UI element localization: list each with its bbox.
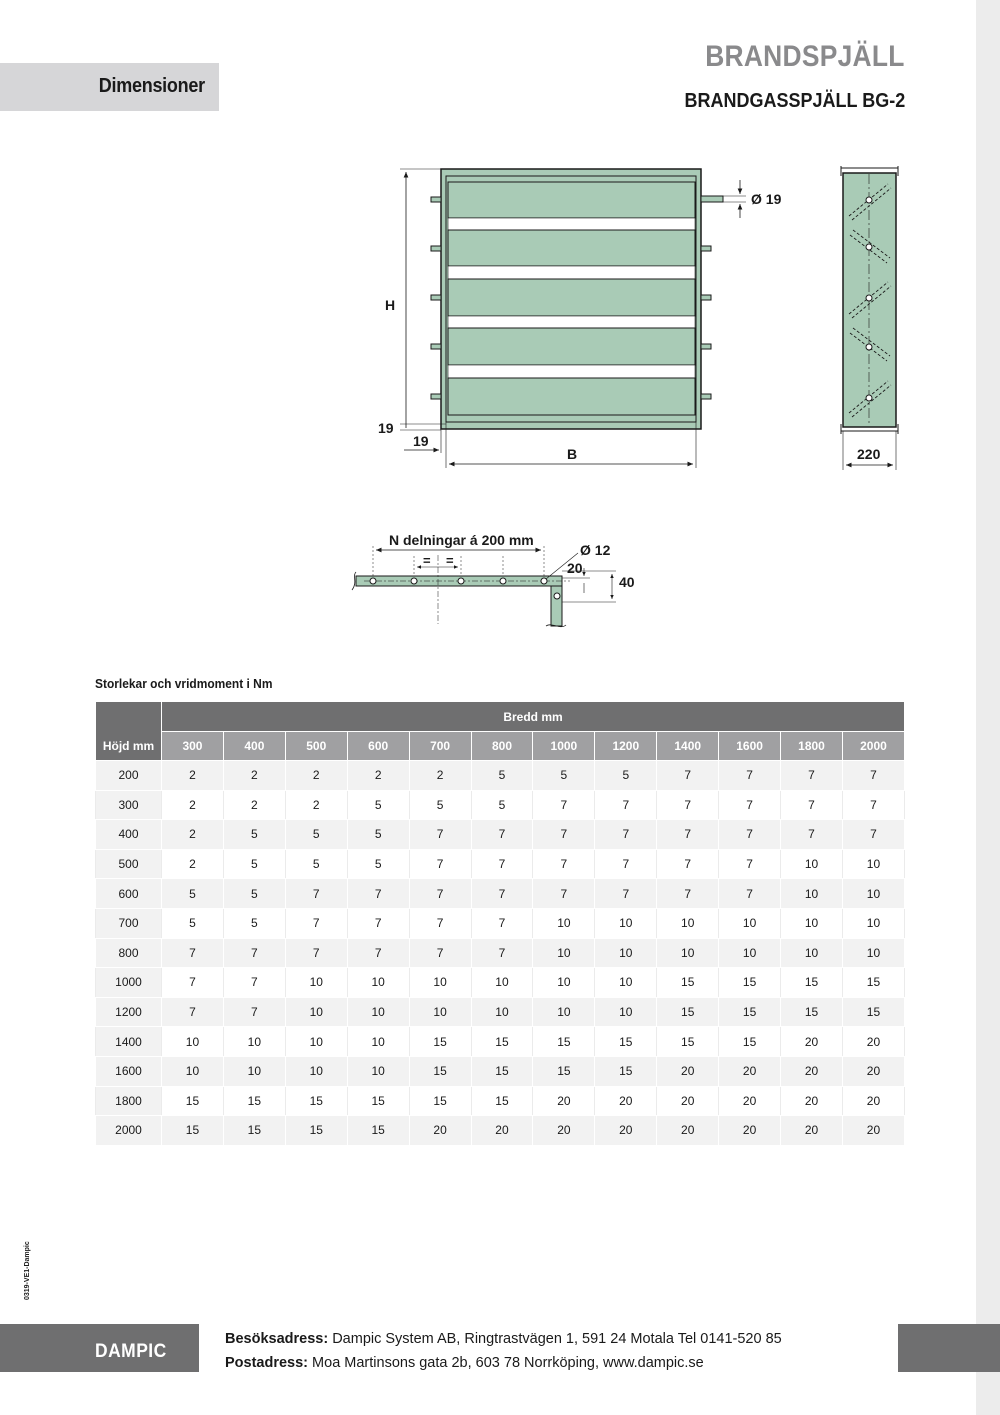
table-row bbox=[96, 1116, 905, 1146]
torque-cell: 10 bbox=[781, 938, 843, 968]
row-height-cell: 1000 bbox=[96, 968, 162, 998]
torque-cell: 10 bbox=[162, 1027, 224, 1057]
torque-cell: 7 bbox=[719, 761, 781, 791]
width-column-header: 800 bbox=[471, 732, 533, 761]
damper-blade bbox=[448, 378, 695, 415]
torque-cell: 5 bbox=[223, 820, 285, 850]
torque-cell: 10 bbox=[595, 938, 657, 968]
torque-cell: 7 bbox=[223, 968, 285, 998]
row-height-cell: 700 bbox=[96, 908, 162, 938]
torque-cell: 2 bbox=[162, 761, 224, 791]
torque-cell: 2 bbox=[162, 790, 224, 820]
table-body bbox=[96, 761, 905, 1146]
torque-cell: 7 bbox=[533, 879, 595, 909]
blade-pins-right bbox=[701, 196, 723, 399]
torque-cell: 5 bbox=[223, 879, 285, 909]
torque-cell: 5 bbox=[595, 761, 657, 791]
torque-cell: 15 bbox=[533, 1027, 595, 1057]
torque-cell: 20 bbox=[657, 1056, 719, 1086]
torque-cell: 10 bbox=[595, 997, 657, 1027]
torque-cell: 2 bbox=[162, 820, 224, 850]
torque-cell: 7 bbox=[595, 820, 657, 850]
row-height-cell: 600 bbox=[96, 879, 162, 909]
row-height-cell: 1600 bbox=[96, 1056, 162, 1086]
torque-cell: 2 bbox=[162, 849, 224, 879]
width-header-row bbox=[96, 732, 905, 761]
detail-dim-20-label: 20 bbox=[567, 560, 583, 576]
torque-cell: 7 bbox=[657, 790, 719, 820]
torque-cell: 10 bbox=[162, 1056, 224, 1086]
torque-cell: 15 bbox=[595, 1056, 657, 1086]
torque-cell: 20 bbox=[719, 1116, 781, 1146]
table-row bbox=[96, 879, 905, 909]
width-column-header: 700 bbox=[409, 732, 471, 761]
torque-cell: 15 bbox=[657, 1027, 719, 1057]
damper-blade-gap bbox=[448, 316, 695, 328]
postal-address-line bbox=[225, 1351, 782, 1375]
torque-cell: 15 bbox=[409, 1086, 471, 1116]
torque-cell: 10 bbox=[347, 1056, 409, 1086]
row-header-label: Höjd mm bbox=[96, 702, 162, 761]
torque-cell: 7 bbox=[657, 849, 719, 879]
torque-cell: 10 bbox=[347, 997, 409, 1027]
detail-division-label: N delningar á 200 mm bbox=[389, 532, 534, 548]
torque-cell: 7 bbox=[409, 849, 471, 879]
postal-address-text: Moa Martinsons gata 2b, 603 78 Norrköping, www.dampic.se bbox=[312, 1355, 704, 1371]
row-height-cell: 300 bbox=[96, 790, 162, 820]
torque-cell: 7 bbox=[471, 879, 533, 909]
torque-cell: 15 bbox=[223, 1086, 285, 1116]
torque-cell: 2 bbox=[347, 761, 409, 791]
torque-cell: 20 bbox=[409, 1116, 471, 1146]
torque-cell: 10 bbox=[223, 1027, 285, 1057]
table-row bbox=[96, 761, 905, 791]
torque-cell: 10 bbox=[347, 968, 409, 998]
torque-cell: 20 bbox=[842, 1056, 904, 1086]
width-column-header: 2000 bbox=[842, 732, 904, 761]
torque-cell: 15 bbox=[162, 1086, 224, 1116]
dim-depth-label: 220 bbox=[857, 446, 881, 462]
torque-cell: 15 bbox=[471, 1056, 533, 1086]
torque-cell: 2 bbox=[285, 761, 347, 791]
torque-cell: 10 bbox=[781, 849, 843, 879]
torque-cell: 10 bbox=[285, 1027, 347, 1057]
table-row bbox=[96, 908, 905, 938]
torque-cell: 7 bbox=[842, 790, 904, 820]
detail-view bbox=[352, 532, 635, 627]
torque-cell: 10 bbox=[595, 908, 657, 938]
width-column-header: 1000 bbox=[533, 732, 595, 761]
torque-cell: 15 bbox=[719, 997, 781, 1027]
torque-cell: 5 bbox=[533, 761, 595, 791]
torque-cell: 20 bbox=[781, 1086, 843, 1116]
torque-cell: 15 bbox=[657, 968, 719, 998]
torque-cell: 15 bbox=[471, 1086, 533, 1116]
width-column-header: 500 bbox=[285, 732, 347, 761]
torque-cell: 10 bbox=[285, 968, 347, 998]
torque-cell: 2 bbox=[223, 761, 285, 791]
detail-leg bbox=[551, 586, 562, 626]
detail-equal-mark-2: = bbox=[446, 553, 454, 568]
torque-cell: 7 bbox=[595, 849, 657, 879]
torque-cell: 15 bbox=[409, 1056, 471, 1086]
damper-blade-gap bbox=[448, 218, 695, 230]
torque-cell: 10 bbox=[719, 938, 781, 968]
torque-cell: 15 bbox=[719, 1027, 781, 1057]
torque-cell: 7 bbox=[657, 879, 719, 909]
torque-cell: 7 bbox=[285, 908, 347, 938]
torque-cell: 7 bbox=[471, 849, 533, 879]
table-caption: Storlekar och vridmoment i Nm bbox=[95, 676, 273, 691]
torque-cell: 7 bbox=[842, 761, 904, 791]
torque-cell: 7 bbox=[719, 879, 781, 909]
torque-cell: 10 bbox=[657, 938, 719, 968]
torque-cell: 7 bbox=[471, 938, 533, 968]
torque-cell: 20 bbox=[781, 1027, 843, 1057]
torque-cell: 7 bbox=[285, 879, 347, 909]
torque-cell: 2 bbox=[285, 790, 347, 820]
torque-cell: 15 bbox=[719, 968, 781, 998]
torque-cell: 10 bbox=[409, 968, 471, 998]
table-row bbox=[96, 1027, 905, 1057]
blade-pins-left bbox=[431, 197, 441, 399]
torque-cell: 10 bbox=[781, 879, 843, 909]
torque-cell: 5 bbox=[162, 908, 224, 938]
torque-cell: 10 bbox=[533, 938, 595, 968]
torque-cell: 7 bbox=[347, 938, 409, 968]
torque-cell: 7 bbox=[533, 849, 595, 879]
damper-blades bbox=[448, 182, 695, 415]
row-height-cell: 500 bbox=[96, 849, 162, 879]
torque-cell: 7 bbox=[781, 820, 843, 850]
torque-cell: 5 bbox=[347, 849, 409, 879]
table-row bbox=[96, 1086, 905, 1116]
torque-cell: 10 bbox=[842, 908, 904, 938]
torque-cell: 20 bbox=[719, 1056, 781, 1086]
dim-shaft-diameter-label: Ø 19 bbox=[751, 191, 782, 207]
row-height-cell: 1200 bbox=[96, 997, 162, 1027]
torque-cell: 5 bbox=[409, 790, 471, 820]
torque-cell: 20 bbox=[471, 1116, 533, 1146]
row-height-cell: 1800 bbox=[96, 1086, 162, 1116]
torque-cell: 10 bbox=[285, 997, 347, 1027]
torque-cell: 7 bbox=[347, 908, 409, 938]
width-column-header: 400 bbox=[223, 732, 285, 761]
torque-cell: 7 bbox=[719, 849, 781, 879]
torque-cell: 10 bbox=[595, 968, 657, 998]
torque-cell: 5 bbox=[285, 820, 347, 850]
torque-cell: 2 bbox=[409, 761, 471, 791]
torque-cell: 20 bbox=[781, 1116, 843, 1146]
torque-cell: 7 bbox=[409, 879, 471, 909]
torque-cell: 10 bbox=[842, 849, 904, 879]
torque-cell: 10 bbox=[533, 968, 595, 998]
torque-cell: 20 bbox=[533, 1086, 595, 1116]
dampic-logo: DAMPIC bbox=[95, 1341, 167, 1362]
damper-blade-gap bbox=[448, 365, 695, 378]
torque-cell: 10 bbox=[409, 997, 471, 1027]
document-code: 0319-VE1-Dampic bbox=[24, 1241, 31, 1300]
damper-blade bbox=[448, 328, 695, 365]
size-torque-table bbox=[95, 701, 905, 1146]
torque-cell: 20 bbox=[533, 1116, 595, 1146]
torque-cell: 10 bbox=[719, 908, 781, 938]
torque-cell: 7 bbox=[719, 790, 781, 820]
front-view bbox=[378, 169, 782, 468]
column-group-label: Bredd mm bbox=[162, 702, 905, 732]
row-height-cell: 400 bbox=[96, 820, 162, 850]
width-column-header: 600 bbox=[347, 732, 409, 761]
damper-blade-gap bbox=[448, 266, 695, 279]
damper-blade bbox=[448, 279, 695, 316]
torque-cell: 7 bbox=[657, 820, 719, 850]
width-column-header: 1800 bbox=[781, 732, 843, 761]
torque-cell: 15 bbox=[842, 997, 904, 1027]
visit-address-text: Dampic System AB, Ringtrastvägen 1, 591 24 Motala Tel 0141-520 85 bbox=[332, 1331, 782, 1347]
torque-cell: 5 bbox=[162, 879, 224, 909]
torque-cell: 7 bbox=[595, 790, 657, 820]
torque-cell: 7 bbox=[285, 938, 347, 968]
table-row bbox=[96, 997, 905, 1027]
torque-cell: 15 bbox=[409, 1027, 471, 1057]
torque-cell: 20 bbox=[781, 1056, 843, 1086]
postal-address-label: Postadress: bbox=[225, 1355, 309, 1371]
torque-cell: 10 bbox=[285, 1056, 347, 1086]
torque-cell: 10 bbox=[471, 997, 533, 1027]
detail-hole-diameter-label: Ø 12 bbox=[580, 542, 611, 558]
torque-cell: 15 bbox=[162, 1116, 224, 1146]
torque-cell: 15 bbox=[471, 1027, 533, 1057]
torque-cell: 15 bbox=[595, 1027, 657, 1057]
footer-right-bar bbox=[898, 1324, 1000, 1372]
torque-cell: 5 bbox=[471, 761, 533, 791]
torque-cell: 10 bbox=[842, 879, 904, 909]
torque-cell: 15 bbox=[223, 1116, 285, 1146]
product-title: BRANDGASSPJÄLL BG-2 bbox=[684, 90, 905, 112]
torque-cell: 5 bbox=[471, 790, 533, 820]
detail-equal-mark-1: = bbox=[423, 553, 431, 568]
torque-cell: 10 bbox=[842, 938, 904, 968]
torque-cell: 7 bbox=[162, 968, 224, 998]
torque-cell: 15 bbox=[347, 1086, 409, 1116]
torque-cell: 7 bbox=[471, 820, 533, 850]
width-column-header: 1600 bbox=[719, 732, 781, 761]
width-column-header: 1200 bbox=[595, 732, 657, 761]
torque-cell: 15 bbox=[285, 1086, 347, 1116]
torque-cell: 5 bbox=[223, 849, 285, 879]
torque-cell: 10 bbox=[347, 1027, 409, 1057]
table-row bbox=[96, 820, 905, 850]
torque-cell: 7 bbox=[533, 820, 595, 850]
table-row bbox=[96, 938, 905, 968]
visit-address-label: Besöksadress: bbox=[225, 1331, 329, 1347]
dim-b-label: B bbox=[567, 446, 578, 462]
technical-drawing bbox=[0, 0, 1000, 660]
torque-cell: 20 bbox=[657, 1116, 719, 1146]
torque-cell: 10 bbox=[533, 908, 595, 938]
torque-cell: 15 bbox=[781, 997, 843, 1027]
torque-cell: 7 bbox=[162, 997, 224, 1027]
torque-cell: 5 bbox=[223, 908, 285, 938]
torque-cell: 10 bbox=[533, 997, 595, 1027]
row-height-cell: 1400 bbox=[96, 1027, 162, 1057]
torque-cell: 2 bbox=[223, 790, 285, 820]
torque-cell: 7 bbox=[347, 879, 409, 909]
torque-cell: 7 bbox=[409, 820, 471, 850]
row-height-cell: 800 bbox=[96, 938, 162, 968]
torque-cell: 20 bbox=[842, 1086, 904, 1116]
side-view bbox=[841, 166, 898, 470]
width-column-header: 300 bbox=[162, 732, 224, 761]
torque-cell: 7 bbox=[162, 938, 224, 968]
torque-cell: 7 bbox=[409, 908, 471, 938]
torque-cell: 10 bbox=[471, 968, 533, 998]
torque-cell: 20 bbox=[719, 1086, 781, 1116]
table-row bbox=[96, 968, 905, 998]
torque-cell: 7 bbox=[223, 997, 285, 1027]
table-row bbox=[96, 849, 905, 879]
torque-cell: 20 bbox=[595, 1116, 657, 1146]
dim-19-horizontal-label: 19 bbox=[413, 433, 429, 449]
dim-19-vertical-label: 19 bbox=[378, 420, 394, 436]
row-height-cell: 2000 bbox=[96, 1116, 162, 1146]
torque-cell: 7 bbox=[595, 879, 657, 909]
torque-cell: 7 bbox=[781, 761, 843, 791]
footer-address bbox=[225, 1327, 782, 1375]
detail-dim-40-label: 40 bbox=[619, 574, 635, 590]
torque-cell: 20 bbox=[657, 1086, 719, 1116]
visit-address-line bbox=[225, 1327, 782, 1351]
torque-cell: 7 bbox=[657, 761, 719, 791]
torque-cell: 7 bbox=[842, 820, 904, 850]
torque-cell: 10 bbox=[781, 908, 843, 938]
torque-cell: 15 bbox=[533, 1056, 595, 1086]
torque-cell: 7 bbox=[409, 938, 471, 968]
row-height-cell: 200 bbox=[96, 761, 162, 791]
torque-cell: 10 bbox=[223, 1056, 285, 1086]
torque-cell: 20 bbox=[842, 1116, 904, 1146]
torque-cell: 7 bbox=[223, 938, 285, 968]
torque-cell: 15 bbox=[781, 968, 843, 998]
section-tab-label: Dimensioner bbox=[98, 75, 205, 97]
torque-cell: 7 bbox=[719, 820, 781, 850]
torque-cell: 20 bbox=[842, 1027, 904, 1057]
torque-cell: 5 bbox=[347, 820, 409, 850]
torque-cell: 7 bbox=[781, 790, 843, 820]
torque-cell: 15 bbox=[842, 968, 904, 998]
damper-blade bbox=[448, 182, 695, 218]
dim-h-label: H bbox=[385, 297, 396, 313]
table-row bbox=[96, 790, 905, 820]
torque-cell: 15 bbox=[347, 1116, 409, 1146]
torque-cell: 10 bbox=[657, 908, 719, 938]
torque-cell: 15 bbox=[657, 997, 719, 1027]
table-row bbox=[96, 1056, 905, 1086]
torque-cell: 5 bbox=[347, 790, 409, 820]
damper-blade bbox=[448, 230, 695, 266]
width-column-header: 1400 bbox=[657, 732, 719, 761]
torque-cell: 15 bbox=[285, 1116, 347, 1146]
torque-cell: 7 bbox=[471, 908, 533, 938]
brand-title: BRANDSPJÄLL bbox=[705, 40, 905, 73]
torque-cell: 7 bbox=[533, 790, 595, 820]
torque-cell: 20 bbox=[595, 1086, 657, 1116]
torque-cell: 5 bbox=[285, 849, 347, 879]
